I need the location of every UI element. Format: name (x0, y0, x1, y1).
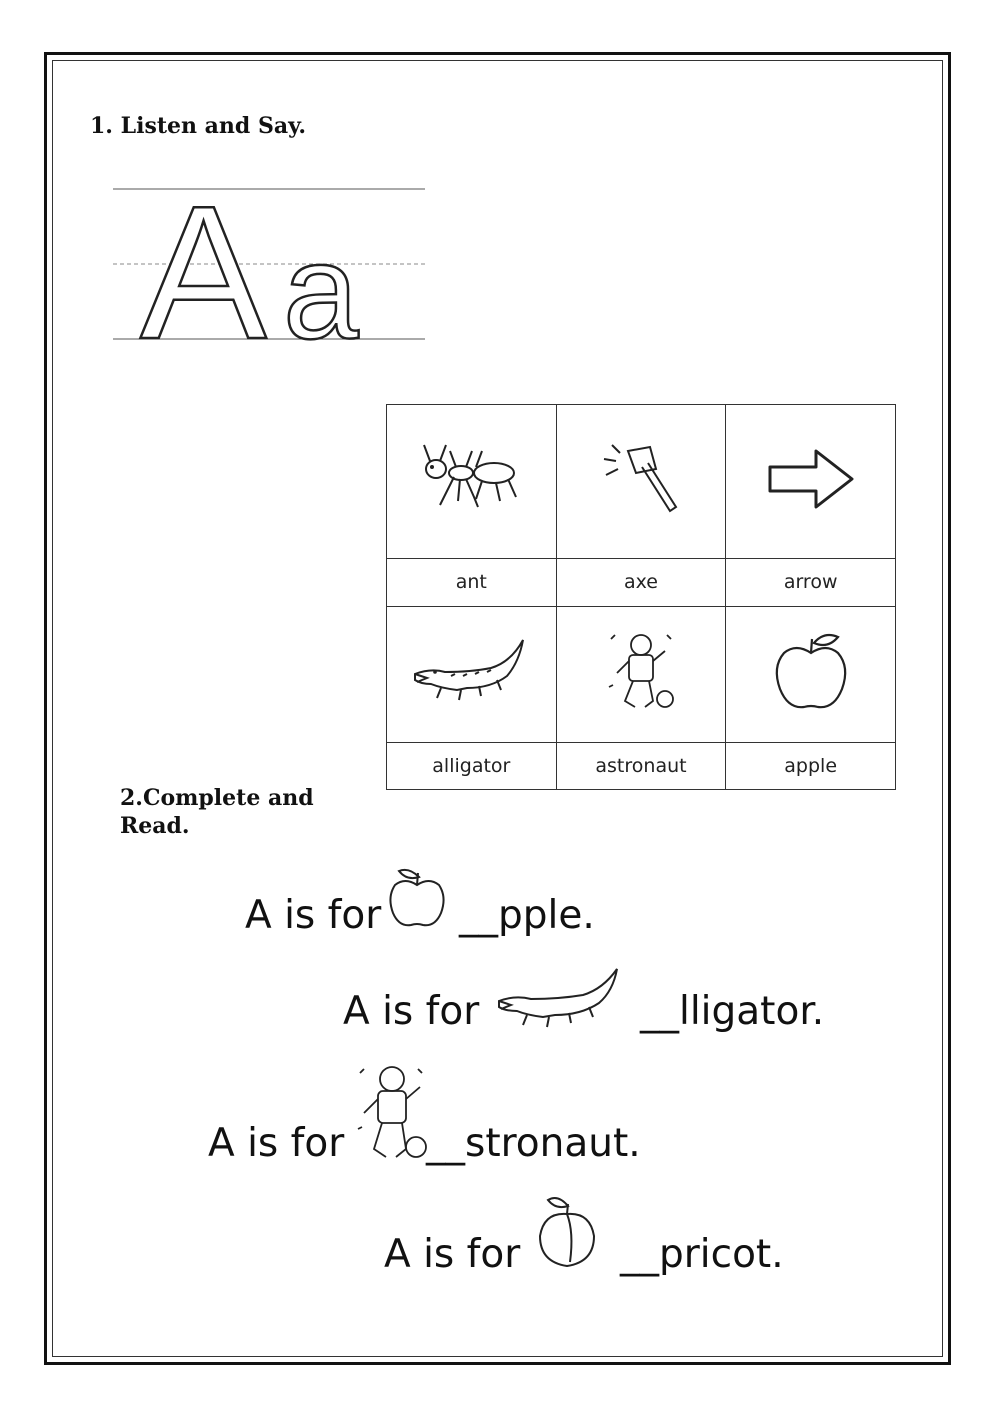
sentence-completion: __lligator. (640, 989, 825, 1034)
sentence-prefix: A is for (208, 1121, 345, 1166)
apple-icon (385, 865, 449, 931)
astronaut-icon (354, 1059, 430, 1167)
astronaut-icon (601, 627, 681, 717)
sentence-completion: __pricot. (620, 1232, 784, 1277)
vocab-picture-cell (726, 606, 896, 742)
section-heading-complete: 2.Complete and Read. (120, 785, 314, 839)
sentence-prefix: A is for (245, 893, 382, 938)
vocab-picture-cell (556, 606, 726, 742)
alligator-icon (495, 967, 625, 1031)
letter-upper: A (140, 186, 267, 346)
vocab-picture-cell (726, 405, 896, 559)
section-heading-listen: 1. Listen and Say. (90, 113, 307, 139)
sentence-astronaut (208, 1121, 658, 1181)
arrow-icon (756, 439, 866, 519)
vocab-word-apple: apple (726, 742, 896, 789)
sentence-completion: __pple. (459, 893, 595, 938)
letter-display (113, 186, 433, 346)
vocab-picture-cell (387, 606, 557, 742)
vocab-word-astronaut: astronaut (556, 742, 726, 789)
vocab-word-axe: axe (556, 559, 726, 606)
ant-icon (416, 439, 526, 519)
vocab-picture-cell (556, 405, 726, 559)
vocab-picture-cell (387, 405, 557, 559)
sentence-prefix: A is for (343, 989, 480, 1034)
vocabulary-grid (386, 404, 896, 790)
alligator-icon (411, 632, 531, 712)
vocab-word-arrow: arrow (726, 559, 896, 606)
sentence-apple (245, 893, 625, 953)
vocab-word-alligator: alligator (387, 742, 557, 789)
sentence-completion: __stronaut. (426, 1121, 641, 1166)
sentence-prefix: A is for (384, 1232, 521, 1277)
sentence-apricot (384, 1232, 804, 1292)
letter-lower: a (283, 215, 359, 346)
apple-icon (766, 627, 856, 717)
axe-icon (586, 439, 696, 519)
apricot-icon (534, 1192, 600, 1272)
sentence-alligator (343, 989, 843, 1049)
vocab-word-ant: ant (387, 559, 557, 606)
